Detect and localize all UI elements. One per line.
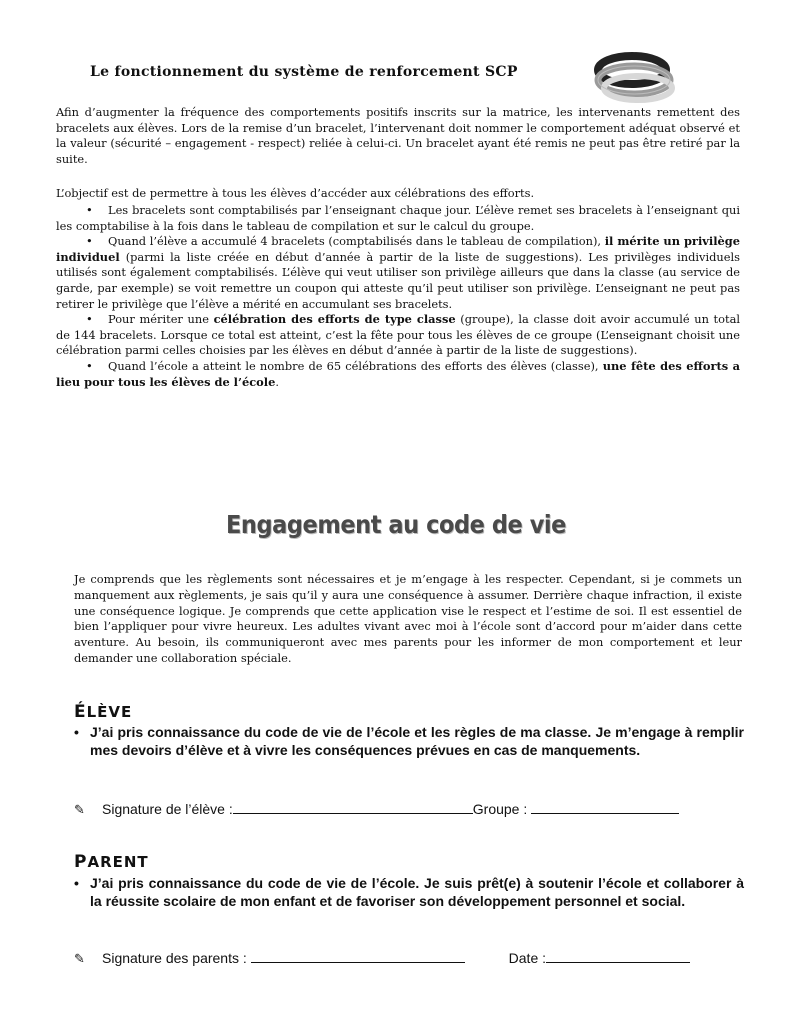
- group-label: Groupe :: [472, 801, 528, 817]
- bracelets-icon: [588, 40, 680, 106]
- intro-paragraph: Afin d’augmenter la fréquence des comportements positifs inscrits sur la matrice, les intervenants remettent des bracelets aux élèves. Lors de la remise d’un bracelet, l’intervenant doit nommer le comportement adéquat observé et la valeur (sécurité – engagement - respect) reliée à celui-ci. Un bracelet ayant été remis ne peut pas être retiré par la suite.: [56, 105, 740, 166]
- parent-signature-label: Signature des parents :: [102, 950, 247, 966]
- bullet-icon: •: [74, 724, 79, 740]
- bullet-icon: •: [86, 312, 93, 327]
- parent-signature-field[interactable]: [251, 950, 465, 963]
- student-pledge: • J’ai pris connaissance du code de vie de l’école et les règles de ma classe. Je m’engage à remplir mes devoirs d’élève et à vivre les conséquences prévues en cas de manquements.: [74, 724, 744, 758]
- engagement-paragraph: Je comprends que les règlements sont nécessaires et je m’engage à les respecter. Cependant, si je commets un manquement aux règlements, je sais qu’il y aura une conséquence à assumer. Derrière chaque infraction, il existe une conséquence logique. Je comprends que cette application vise le respect et l’estime de soi. Il est essentiel de bien l’appliquer pour vivre heureux. Les adultes vivant avec moi à l’école sont d’accord pour m’aider dans cette aventure. Au besoin, ils communiqueront avec mes parents pour les informer de mon comportement et leur demander une collaboration spéciale.: [74, 572, 742, 665]
- student-signature-field[interactable]: [233, 801, 473, 814]
- list-item: • Quand l’école a atteint le nombre de 65 célébrations des efforts des élèves (classe), une fête des efforts a lieu pour tous les élèves de l’école.: [56, 358, 740, 389]
- pen-icon: ✎: [74, 802, 85, 817]
- bullet-icon: •: [86, 234, 93, 249]
- date-field[interactable]: [546, 950, 690, 963]
- document-title: Le fonctionnement du système de renforcement SCP: [90, 64, 518, 80]
- parent-signature-line: [74, 950, 690, 967]
- student-signature-label: Signature de l’élève :: [102, 801, 233, 817]
- bullet-icon: •: [86, 358, 93, 373]
- student-signature-line: [74, 801, 679, 818]
- bullet-icon: •: [86, 203, 93, 217]
- list-item: • Quand l’élève a accumulé 4 bracelets (comptabilisés dans le tableau de compilation), il mérite un privilège individuel (parmi la liste créée en début d’année à partir de la liste de suggestions). Les privilèges individuels utilisés sont également comptabilisés. L’élève qui veut utiliser son privilège ailleurs que dans la classe (au service de garde, par exemple) se voit remettre un coupon qui atteste qu’il peut utiliser son privilège. L’enseignant ne peut pas retirer le privilège que l’élève a mérité en accumulant ses bracelets.: [56, 234, 740, 311]
- date-label: Date :: [508, 950, 547, 966]
- list-item: • Les bracelets sont comptabilisés par l’enseignant chaque jour. L’élève remet ses bracelets à l’enseignant qui les comptabilise à la fois dans le tableau de compilation et sur le calcul du groupe.: [56, 203, 740, 233]
- list-item: • Pour mériter une célébration des efforts de type classe (groupe), la classe doit avoir accumulé un total de 144 bracelets. Lorsque ce total est atteint, c’est la fête pour tous les élèves de ce groupe (L’enseignant choisit une célébration parmi celles choisies par les élèves en début d’année à partir de la liste de suggestions).: [56, 312, 740, 358]
- parent-heading: PARENT: [74, 852, 149, 872]
- pen-icon: ✎: [74, 951, 85, 966]
- section-heading: Engagement au code de vie: [226, 510, 566, 539]
- group-field[interactable]: [531, 801, 679, 814]
- objective-paragraph: L’objectif est de permettre à tous les élèves d’accéder aux célébrations des efforts.: [56, 186, 535, 200]
- bullet-icon: •: [74, 875, 79, 891]
- bullet-list: [56, 203, 740, 390]
- parent-pledge: • J’ai pris connaissance du code de vie de l’école. Je suis prêt(e) à soutenir l’école et collaborer à la réussite scolaire de mon enfant et de favoriser son développement personnel et social.: [74, 875, 744, 909]
- student-heading: ÉLÈVE: [74, 702, 133, 722]
